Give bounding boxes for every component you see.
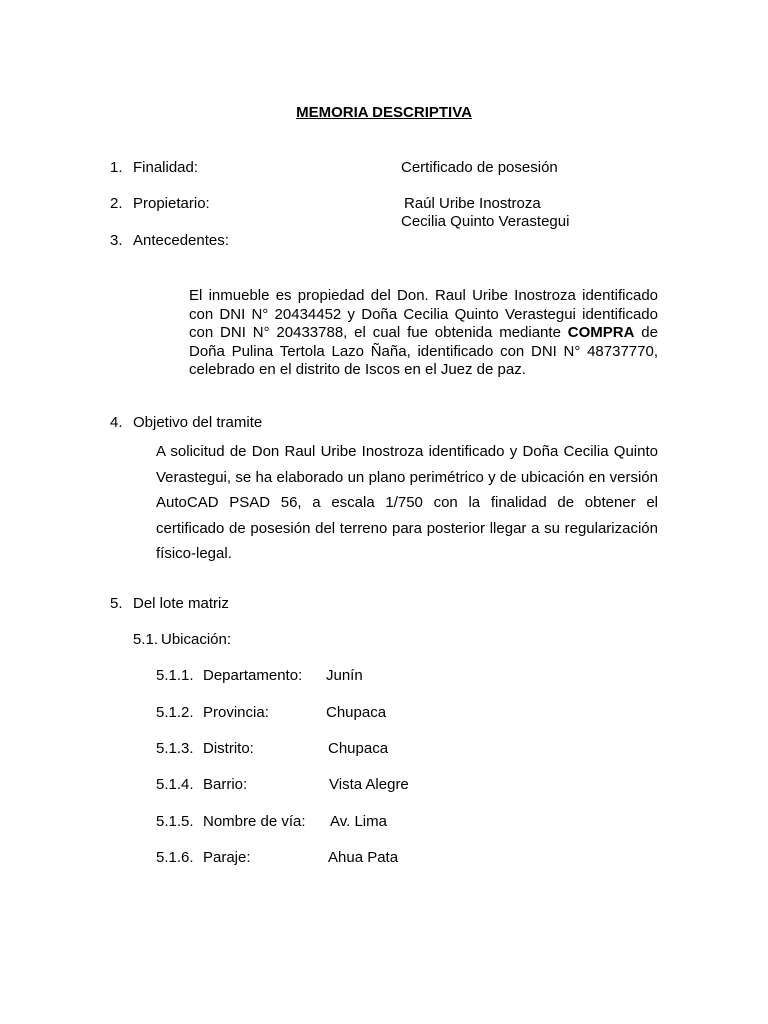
item-2-label: Propietario:: [133, 195, 210, 212]
item-2-value-2: Cecilia Quinto Verastegui: [401, 213, 570, 230]
document-title: MEMORIA DESCRIPTIVA: [296, 104, 472, 121]
item-1-label: Finalidad:: [133, 159, 199, 176]
ubicacion-row-number: 5.1.1.: [156, 667, 194, 684]
item-5-label: Del lote matriz: [133, 595, 229, 612]
antecedentes-text-2: de Doña Pulina Tertola Lazo Ñaña, identificado con DNI N° 48737770, celebrado en el distrito de Iscos en el Juez de paz.: [189, 324, 658, 378]
ubicacion-row-value: Chupaca: [328, 740, 389, 757]
ubicacion-row-number: 5.1.6.: [156, 849, 194, 866]
ubicacion-row-label: Distrito:: [203, 740, 254, 757]
ubicacion-row-value: Av. Lima: [330, 813, 387, 830]
ubicacion-row-value: Chupaca: [326, 704, 387, 721]
item-2-number: 2.: [110, 195, 123, 212]
ubicacion-row-number: 5.1.2.: [156, 704, 194, 721]
ubicacion-row-value: Ahua Pata: [328, 849, 399, 866]
ubicacion-row-label: Provincia:: [203, 704, 269, 721]
ubicacion-row-number: 5.1.3.: [156, 740, 194, 757]
antecedentes-paragraph: [189, 287, 658, 380]
ubicacion-number: 5.1.: [133, 631, 159, 648]
item-2-value: Raúl Uribe Inostroza: [404, 195, 541, 212]
item-4-number: 4.: [110, 414, 123, 431]
item-4-label: Objetivo del tramite: [133, 414, 263, 431]
item-3-number: 3.: [110, 232, 123, 249]
ubicacion-row-label: Nombre de vía:: [203, 813, 306, 830]
ubicacion-label: Ubicación:: [161, 631, 232, 648]
ubicacion-row-number: 5.1.4.: [156, 776, 194, 793]
ubicacion-row-label: Departamento:: [203, 667, 303, 684]
item-5-number: 5.: [110, 595, 123, 612]
ubicacion-row-label: Barrio:: [203, 776, 248, 793]
ubicacion-row-number: 5.1.5.: [156, 813, 194, 830]
item-3-label: Antecedentes:: [133, 232, 229, 249]
ubicacion-row-value: Vista Alegre: [329, 776, 409, 793]
antecedentes-bold-text: COMPRA: [567, 324, 635, 341]
ubicacion-row-label: Paraje:: [203, 849, 251, 866]
antecedentes-text-1: El inmueble es propiedad del Don. Raul Uribe Inostroza identificado con DNI N° 20434452 y Doña Cecilia Quinto Verastegui identificado con DNI N° 20433788, el cual fue obtenida mediante: [189, 287, 658, 341]
ubicacion-row-value: Junín: [326, 667, 363, 684]
item-1-number: 1.: [110, 159, 123, 176]
objetivo-paragraph: A solicitud de Don Raul Uribe Inostroza identificado y Doña Cecilia Quinto Verastegui, se ha elaborado un plano perimétrico y de ubicación en versión AutoCAD PSAD 56, a escala 1/750 con la finalidad de obtener el certificado de posesión del terreno para posterior llegar a su regularización físico-legal.: [156, 443, 658, 562]
item-1-value: Certificado de posesión: [401, 159, 558, 176]
